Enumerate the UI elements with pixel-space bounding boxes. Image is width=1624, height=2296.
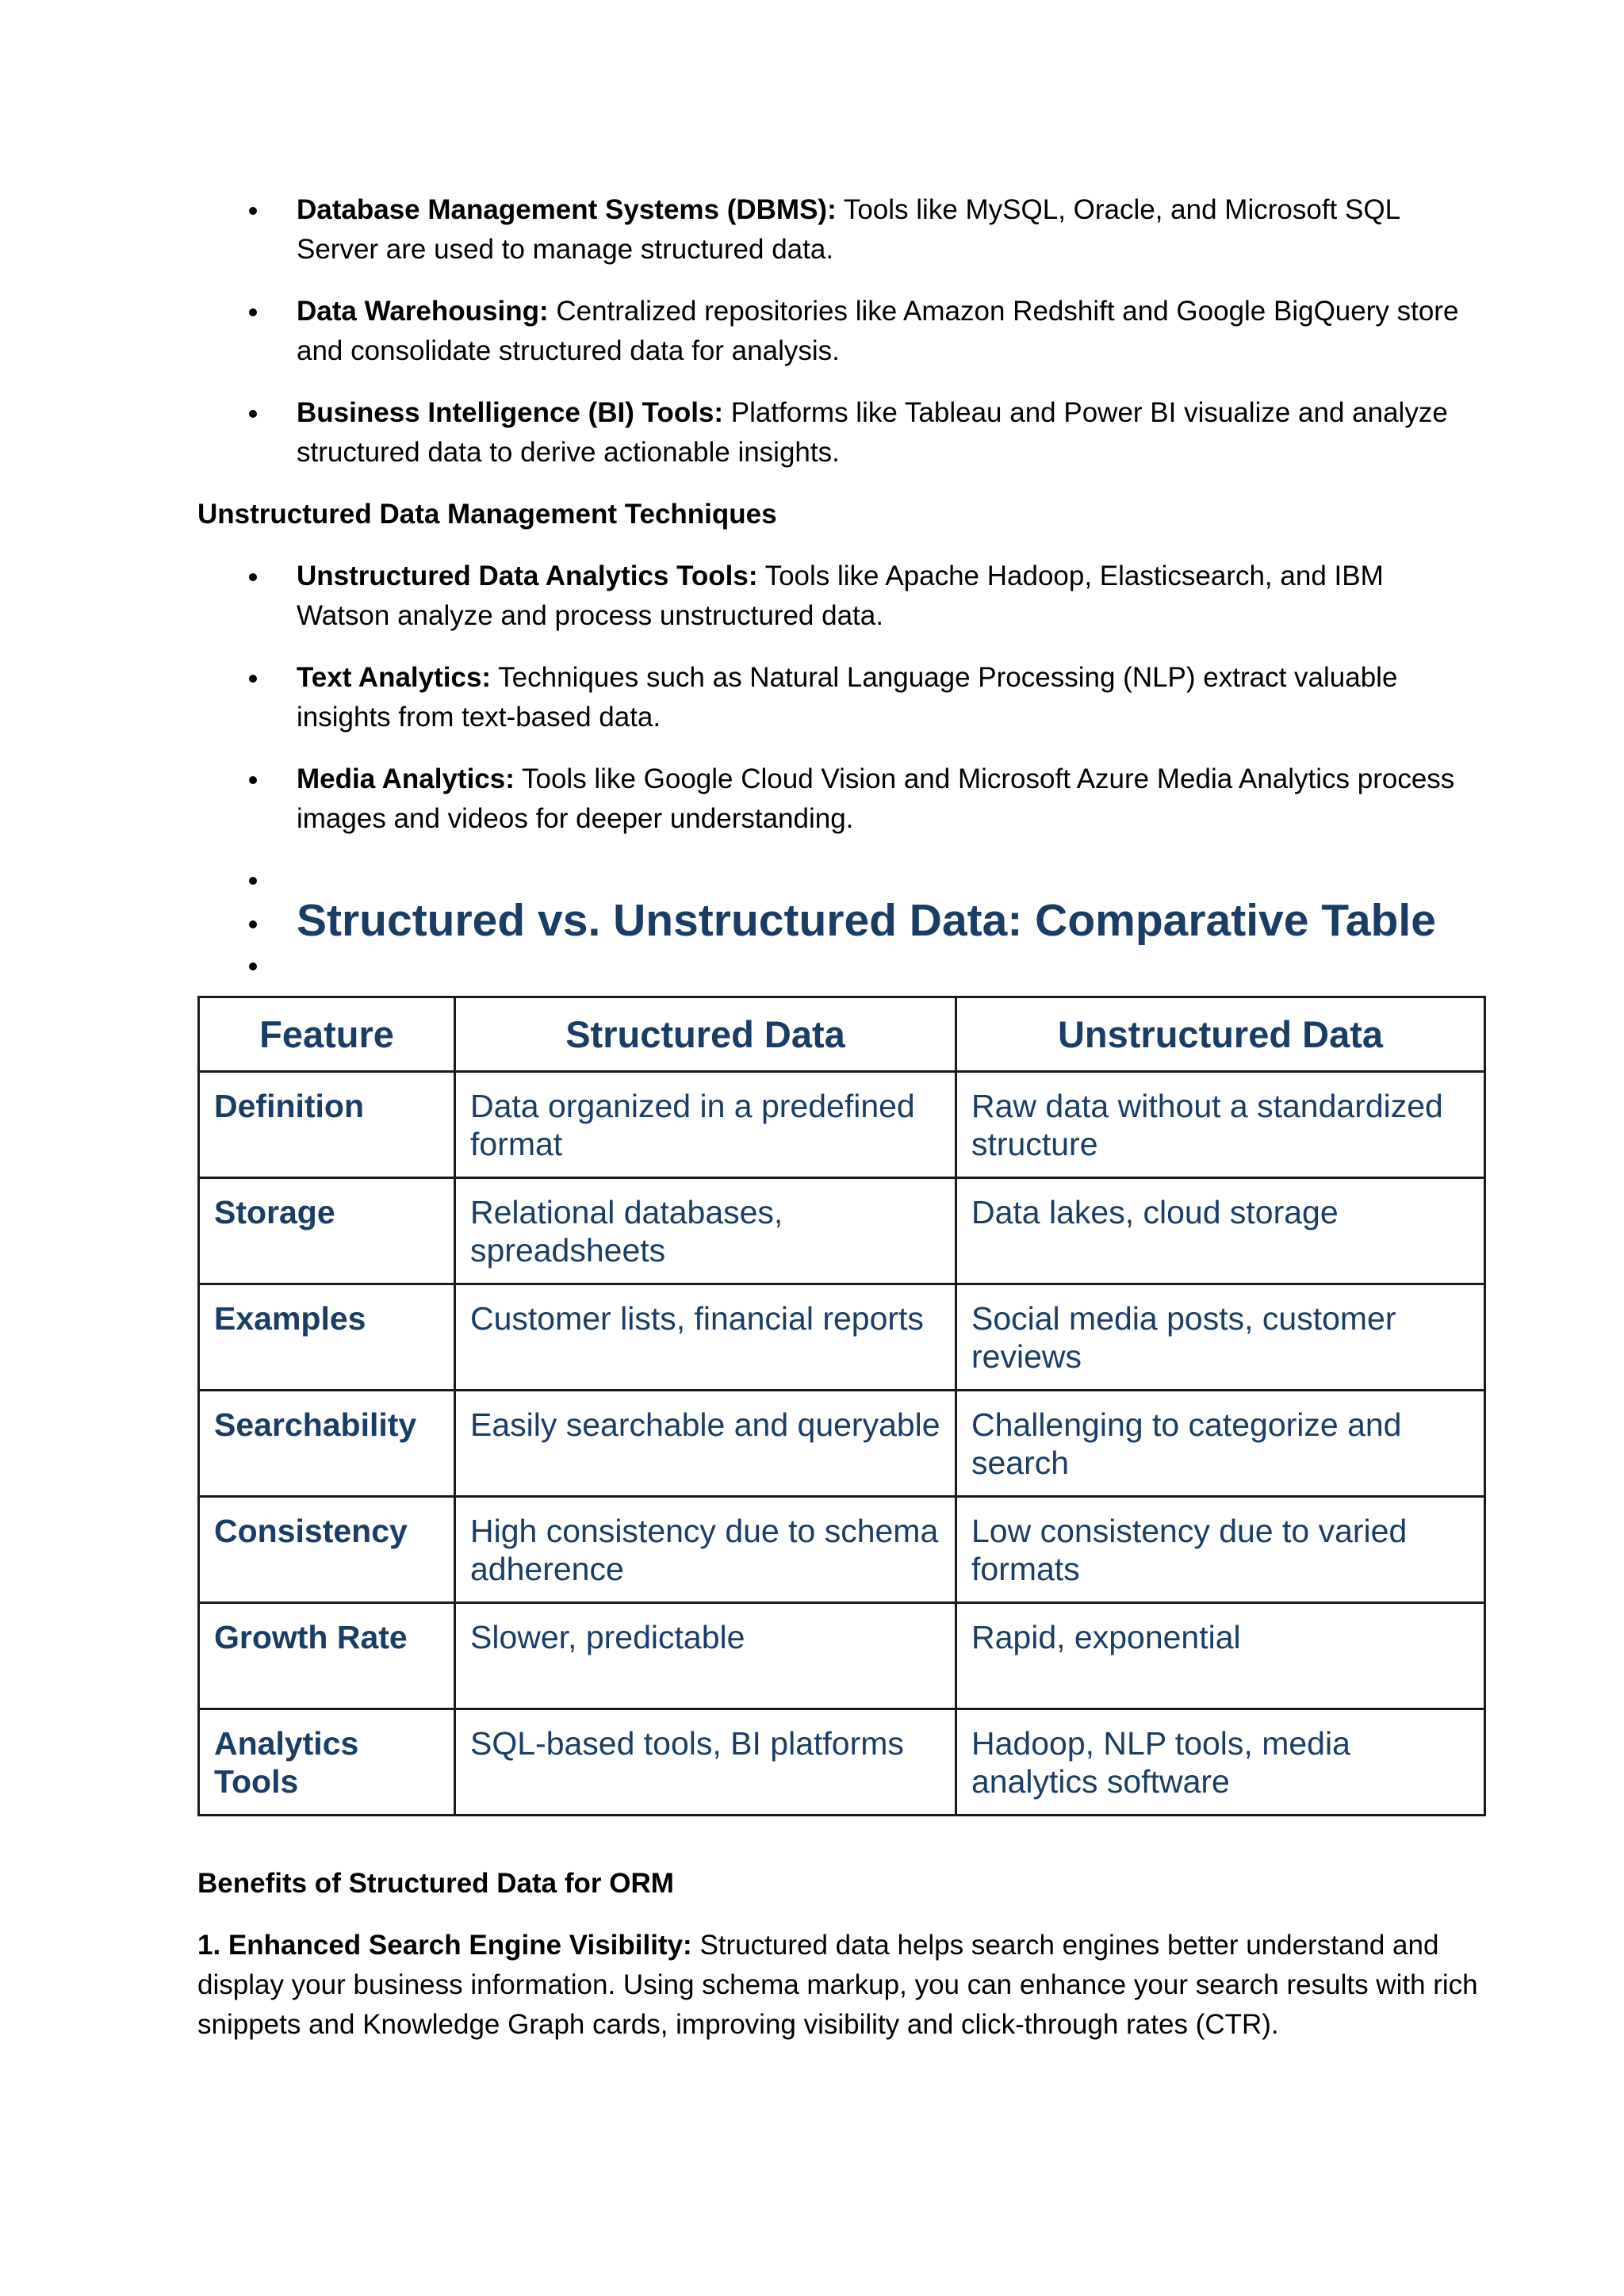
benefit-text: Structured data helps search engines better understand and display your business information. Using schema markup, you can enhance your search results with rich snippets and Knowledge Graph cards, improving visibility and click-through rates (CTR). (197, 1930, 1478, 2040)
table-header-cell: Unstructured Data (956, 997, 1485, 1072)
table-cell: High consistency due to schema adherence (455, 1497, 956, 1603)
table-cell-feature: Definition (199, 1072, 455, 1178)
unstructured-heading: Unstructured Data Management Techniques (197, 499, 777, 530)
list-item-term: Business Intelligence (BI) Tools: (297, 397, 724, 428)
table-row (199, 1072, 1485, 1178)
table-cell: Low consistency due to varied formats (956, 1497, 1485, 1603)
list-item-term: Database Management Systems (DBMS): (297, 194, 837, 225)
bullet-dot (249, 962, 257, 970)
list-item-term: Text Analytics: (297, 662, 492, 693)
list-item (197, 393, 1482, 473)
table-cell: Data lakes, cloud storage (956, 1178, 1485, 1284)
table-cell: Rapid, exponential (956, 1603, 1485, 1709)
table-cell-feature: Analytics Tools (199, 1709, 455, 1816)
benefit-paragraph (197, 1926, 1482, 2045)
table-cell: Relational databases, spreadsheets (455, 1178, 956, 1284)
bullet-dot (249, 920, 257, 928)
table-cell-feature: Storage (199, 1178, 455, 1284)
table-row (199, 1284, 1485, 1391)
list-item-text: Tools like Apache Hadoop, Elasticsearch, and IBM Watson analyze and process unstructured data. (297, 561, 1384, 631)
table-cell: Social media posts, customer reviews (956, 1284, 1485, 1391)
list-item (197, 190, 1482, 270)
table-row (199, 1603, 1485, 1709)
table-row (199, 1709, 1485, 1816)
list-item (197, 658, 1482, 737)
table-cell: Hadoop, NLP tools, media analytics software (956, 1709, 1485, 1816)
table-cell-feature: Examples (199, 1284, 455, 1391)
table-header-cell: Feature (199, 997, 455, 1072)
list-item-text: Tools like Google Cloud Vision and Microsoft Azure Media Analytics process images and videos for deeper understanding. (297, 763, 1455, 834)
table-row (199, 1178, 1485, 1284)
list-item-text: Centralized repositories like Amazon Redshift and Google BigQuery store and consolidate structured data for analysis. (297, 296, 1459, 366)
table-cell-feature: Consistency (199, 1497, 455, 1603)
benefit-term: 1. Enhanced Search Engine Visibility: (197, 1930, 692, 1961)
benefits-heading: Benefits of Structured Data for ORM (197, 1868, 674, 1899)
table-header-row (199, 997, 1485, 1072)
list-item-text: Platforms like Tableau and Power BI visualize and analyze structured data to derive actionable insights. (297, 397, 1448, 468)
table-cell: Easily searchable and queryable (455, 1391, 956, 1497)
table-row (199, 1497, 1485, 1603)
list-item (197, 292, 1482, 371)
table-cell: Customer lists, financial reports (455, 1284, 956, 1391)
table-header-cell: Structured Data (455, 997, 956, 1072)
list-item (197, 760, 1482, 839)
table-cell-feature: Searchability (199, 1391, 455, 1497)
list-item-term: Unstructured Data Analytics Tools: (297, 561, 758, 591)
table-cell: SQL-based tools, BI platforms (455, 1709, 956, 1816)
table-title-block (197, 861, 1482, 996)
list-item-text: Techniques such as Natural Language Processing (NLP) extract valuable insights from text-based data. (297, 662, 1398, 733)
table-row (199, 1391, 1485, 1497)
structured-techniques-list (197, 190, 1482, 473)
table-cell: Challenging to categorize and search (956, 1391, 1485, 1497)
table-cell: Raw data without a standardized structure (956, 1072, 1485, 1178)
list-item (197, 557, 1482, 636)
comparison-table (197, 996, 1486, 1816)
table-cell-feature: Growth Rate (199, 1603, 455, 1709)
table-title: Structured vs. Unstructured Data: Comparative Table (297, 895, 1436, 946)
bullet-dot (249, 877, 257, 885)
table-cell: Slower, predictable (455, 1603, 956, 1709)
table-cell: Data organized in a predefined format (455, 1072, 956, 1178)
benefits-section (197, 1864, 1482, 2045)
list-item-text: Tools like MySQL, Oracle, and Microsoft SQL Server are used to manage structured data. (297, 194, 1400, 265)
document-content (197, 190, 1482, 2045)
unstructured-techniques-list (197, 557, 1482, 839)
list-item-term: Media Analytics: (297, 763, 515, 794)
list-item-term: Data Warehousing: (297, 296, 549, 327)
